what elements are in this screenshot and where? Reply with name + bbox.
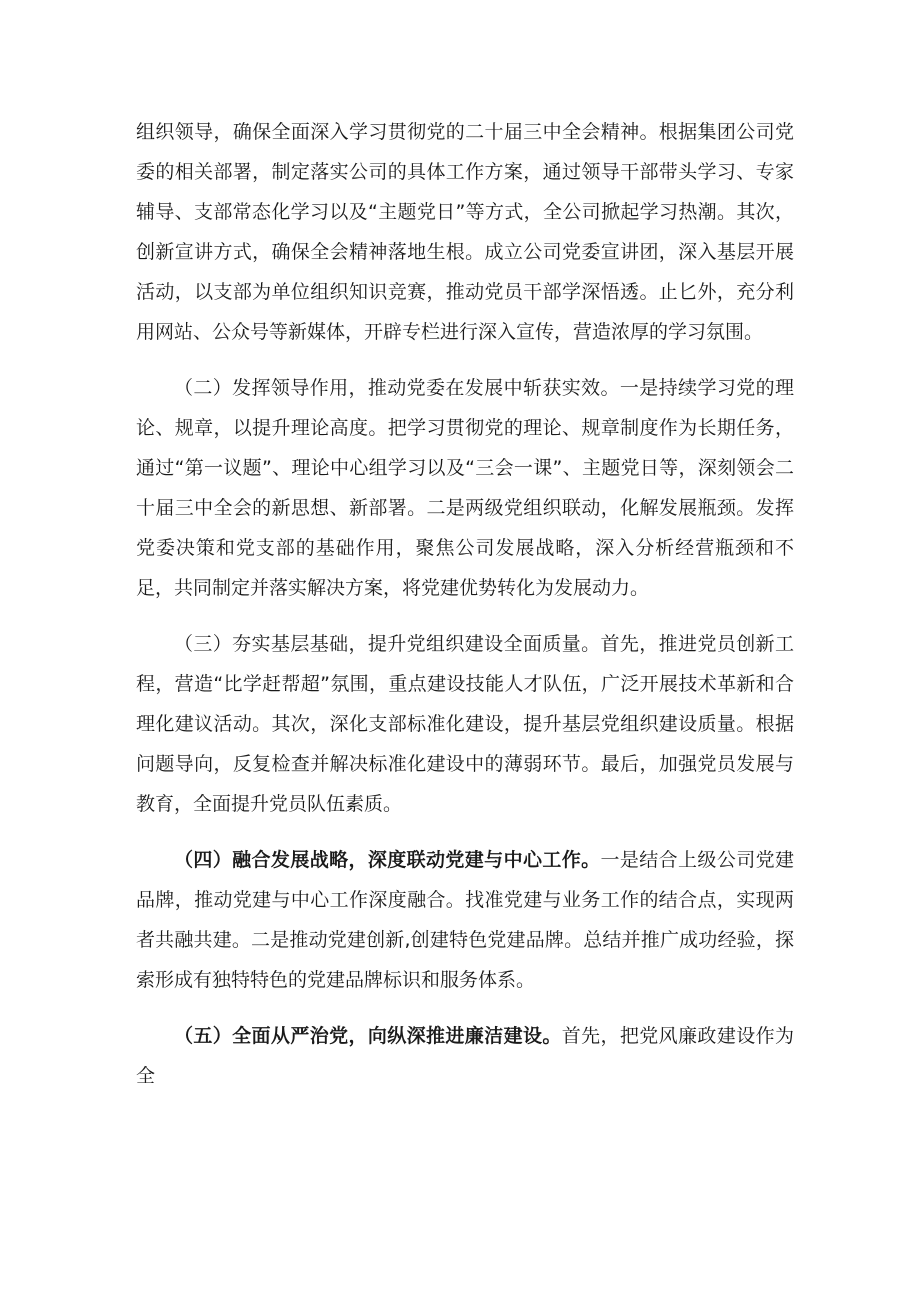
paragraph-4 [136,840,794,1000]
paragraph-4-text: 一是结合上级公司党建品牌，推动党建与中心工作深度融合。找准党建与业务工作的结合点，实现两者共融共建。二是推动党建创新,创建特色党建品牌。总结并推广成功经验，探索形成有独特特色的党建品牌标识和服务体系。 [136,849,794,991]
paragraph-5 [136,1016,794,1096]
paragraph-1 [136,112,794,352]
paragraph-3 [136,624,794,824]
paragraph-1-text: 组织领导，确保全面深入学习贯彻党的二十届三中全会精神。根据集团公司党委的相关部署，制定落实公司的具体工作方案，通过领导干部带头学习、专家辅导、支部常态化学习以及“主题党日”等方式，全公司掀起学习热潮。其次，创新宣讲方式，确保全会精神落地生根。成立公司党委宣讲团，深入基层开展活动，以支部为单位组织知识竞赛，推动党员干部学深悟透。止匕外，充分利用网站、公众号等新媒体，开辟专栏进行深入宣传，营造浓厚的学习氛围。 [136,121,794,343]
document-body [136,112,794,1112]
paragraph-2 [136,368,794,608]
paragraph-5-text: 首先，把党风廉政建设作为全 [136,1025,794,1087]
paragraph-3-text: （三）夯实基层基础，提升党组织建设全面质量。首先，推进党员创新工程，营造“比学赶帮超”氛围，重点建设技能人才队伍，广泛开展技术革新和合理化建议活动。其次，深化支部标准化建设，提升基层党组织建设质量。根据问题导向，反复检查并解决标准化建设中的薄弱环节。最后，加强党员发展与教育，全面提升党员队伍素质。 [136,633,794,815]
paragraph-5-heading: （五）全面从严治党，向纵深推进廉洁建设。 [174,1025,562,1047]
paragraph-2-text: （二）发挥领导作用，推动党委在发展中斩获实效。一是持续学习党的理论、规章，以提升理论高度。把学习贯彻党的理论、规章制度作为长期任务，通过“第一议题”、理论中心组学习以及“三会一课”、主题党日等，深刻领会二十届三中全会的新思想、新部署。二是两级党组织联动，化解发展瓶颈。发挥党委决策和党支部的基础作用，聚焦公司发展战略，深入分析经营瓶颈和不足，共同制定并落实解决方案，将党建优势转化为发展动力。 [136,377,794,599]
paragraph-4-heading: （四）融合发展战略，深度联动党建与中心工作。 [174,849,601,871]
